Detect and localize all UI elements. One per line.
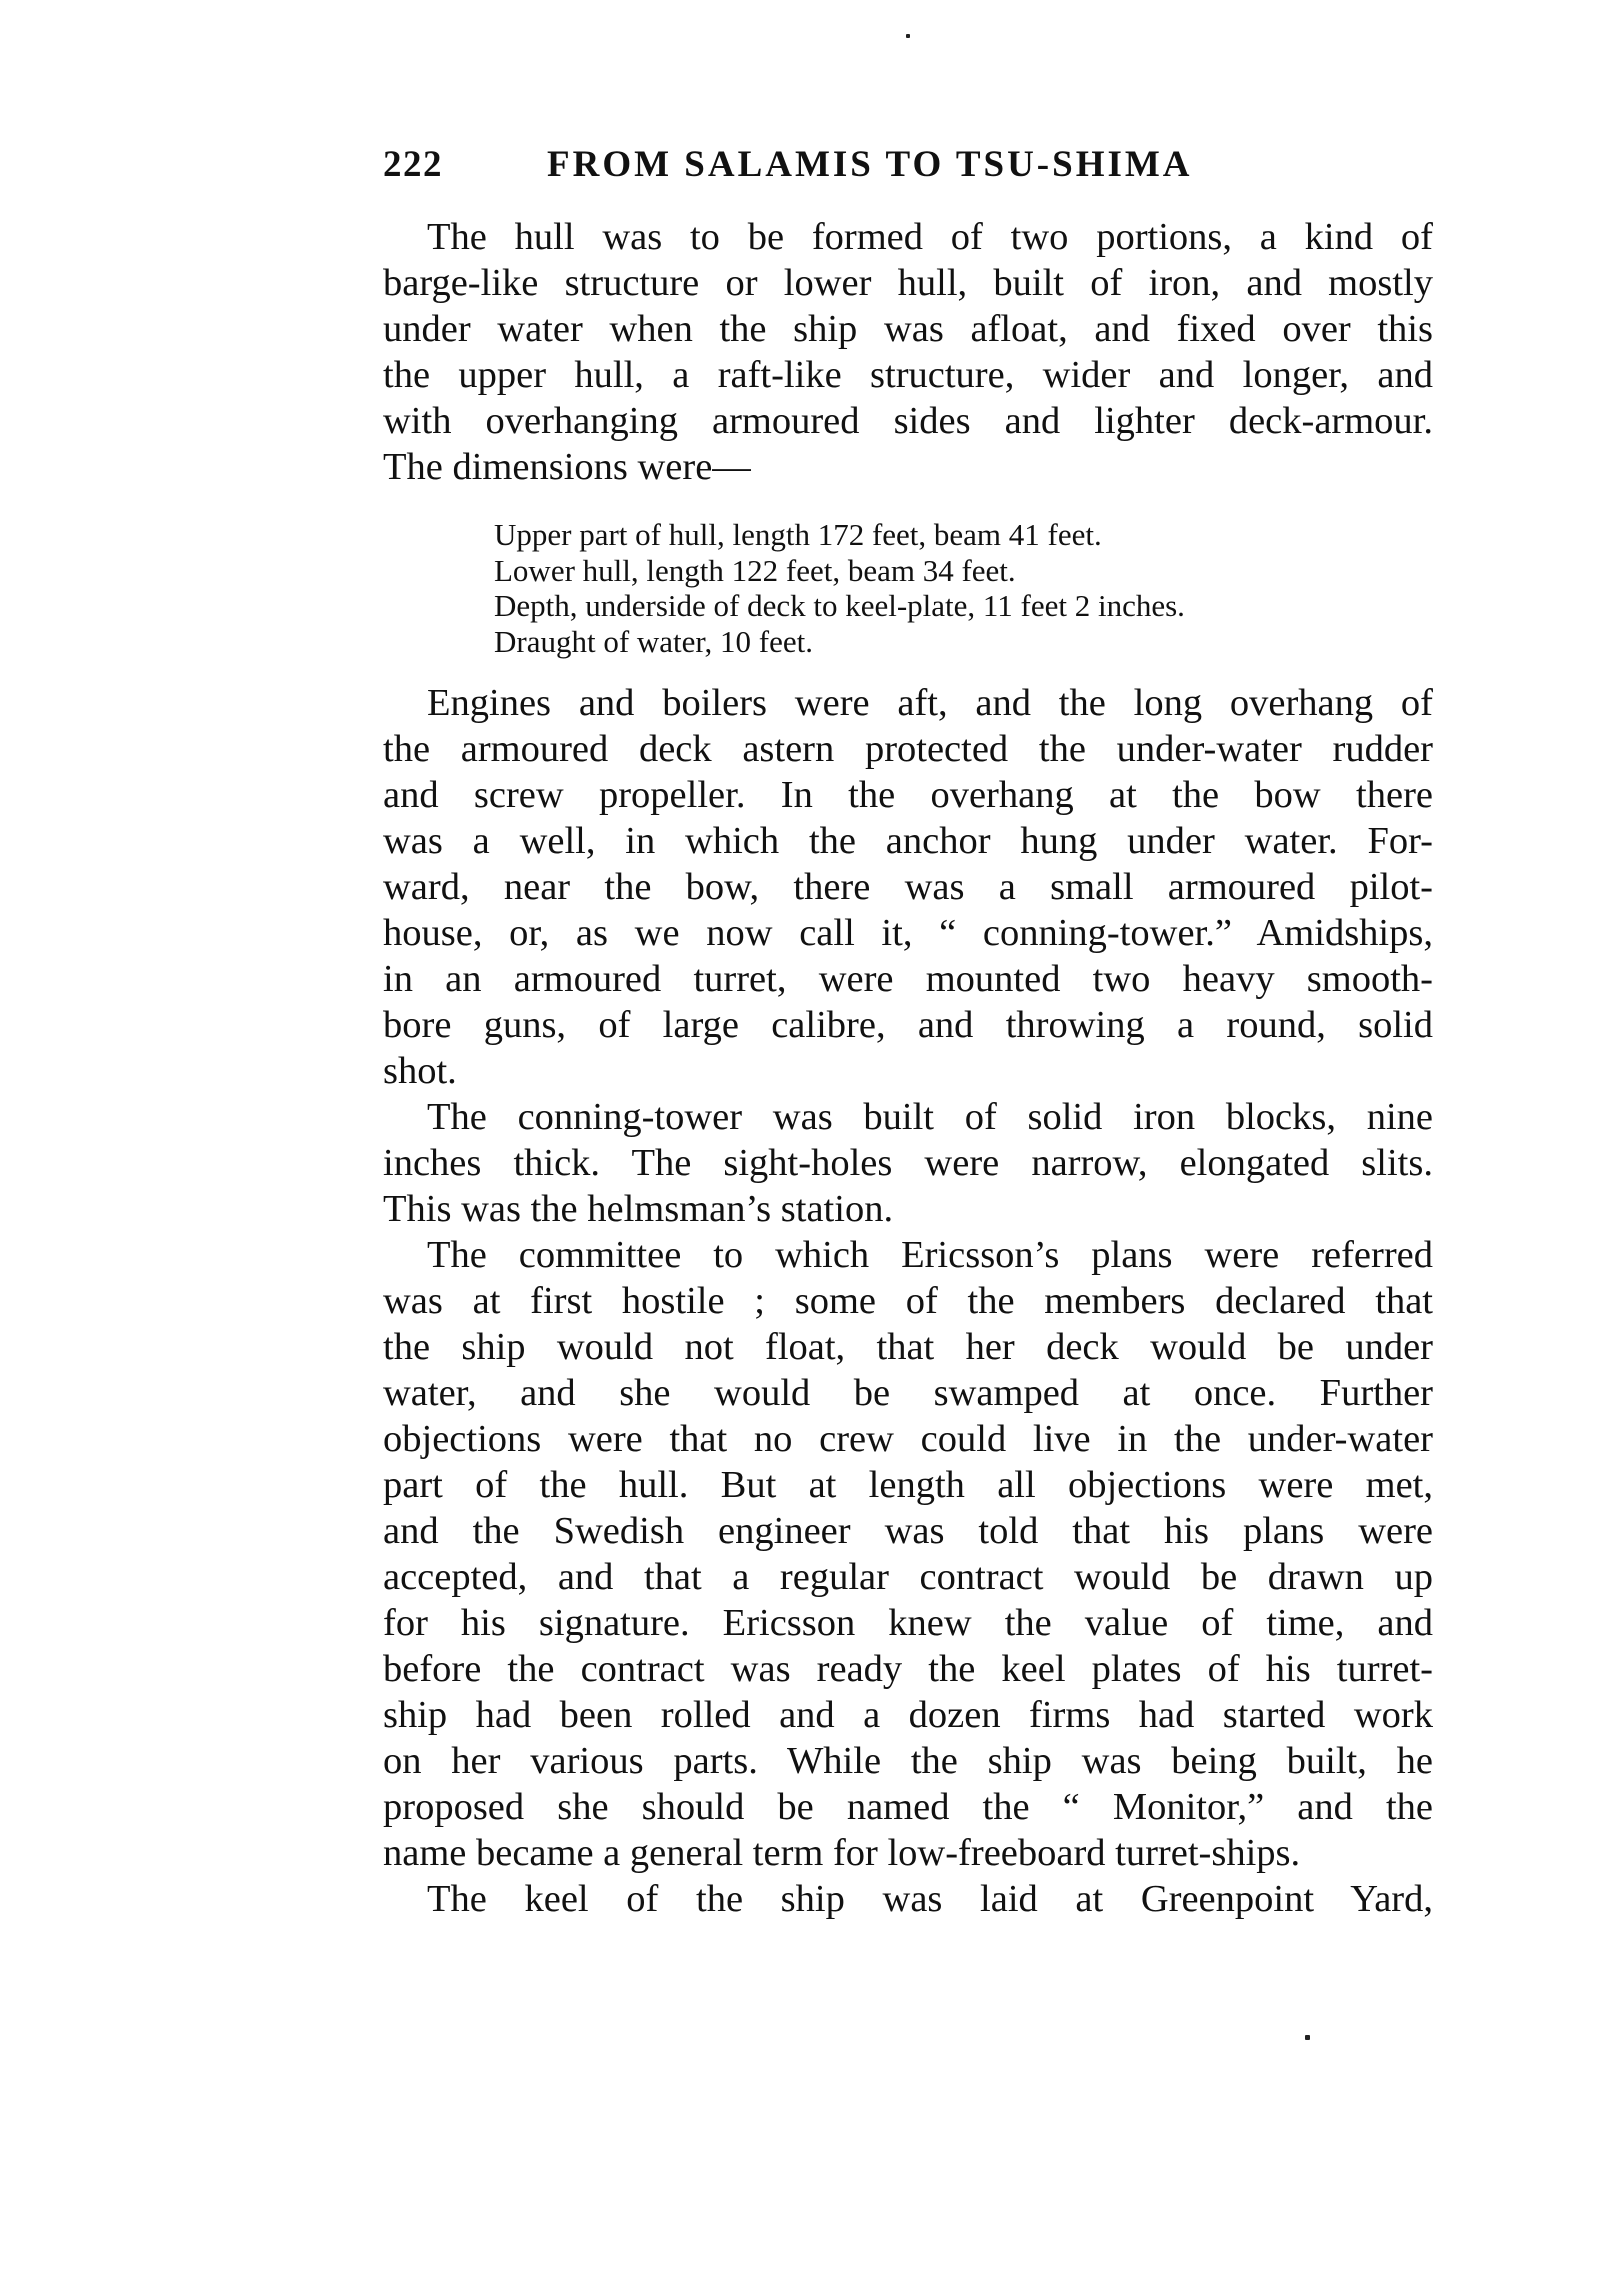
text-line: water, and she would be swamped at once. Further bbox=[383, 1372, 1433, 1414]
paragraph-committee bbox=[383, 1232, 1433, 1876]
paragraph-keel bbox=[383, 1876, 1433, 1922]
text-line: before the contract was ready the keel plates of his turret- bbox=[383, 1648, 1433, 1690]
body-text bbox=[383, 680, 1433, 1922]
text-line: bore guns, of large calibre, and throwing a round, solid bbox=[383, 1004, 1433, 1046]
text-line: The conning-tower was built of solid iron blocks, nine bbox=[427, 1096, 1433, 1138]
page-number: 222 bbox=[383, 144, 443, 185]
text-line: under water when the ship was afloat, and fixed over this bbox=[383, 308, 1433, 350]
text-line: house, or, as we now call it, “ conning-tower.” Amidships, bbox=[383, 912, 1433, 954]
text-line: accepted, and that a regular contract would be drawn up bbox=[383, 1556, 1433, 1598]
paragraph-engines bbox=[383, 680, 1433, 1094]
text-line: with overhanging armoured sides and lighter deck-armour. bbox=[383, 400, 1433, 442]
text-line: in an armoured turret, were mounted two heavy smooth- bbox=[383, 958, 1433, 1000]
text-line: was a well, in which the anchor hung under water. For- bbox=[383, 820, 1433, 862]
text-line: and screw propeller. In the overhang at the bow there bbox=[383, 774, 1433, 816]
running-head-title: FROM SALAMIS TO TSU-SHIMA bbox=[547, 144, 1193, 185]
text-line: inches thick. The sight-holes were narrow, elongated slits. bbox=[383, 1142, 1433, 1184]
text-line: the armoured deck astern protected the under-water rudder bbox=[383, 728, 1433, 770]
text-line: The keel of the ship was laid at Greenpoint Yard, bbox=[427, 1878, 1433, 1920]
text-line: The committee to which Ericsson’s plans were referred bbox=[427, 1234, 1433, 1276]
text-line: was at first hostile ; some of the members declared that bbox=[383, 1280, 1433, 1322]
text-line: shot. bbox=[383, 1050, 457, 1092]
text-line: name became a general term for low-freeboard turret-ships. bbox=[383, 1832, 1301, 1874]
text-line: ship had been rolled and a dozen firms had started work bbox=[383, 1694, 1433, 1736]
running-header bbox=[383, 143, 1433, 183]
text-line: and the Swedish engineer was told that his plans were bbox=[383, 1510, 1433, 1552]
paragraph-conning-tower bbox=[383, 1094, 1433, 1232]
text-line: ward, near the bow, there was a small armoured pilot- bbox=[383, 866, 1433, 908]
text-line: The hull was to be formed of two portions, a kind of bbox=[427, 216, 1433, 258]
text-line: part of the hull. But at length all objections were met, bbox=[383, 1464, 1433, 1506]
text-line: This was the helmsman’s station. bbox=[383, 1188, 894, 1230]
text-line: for his signature. Ericsson knew the value of time, and bbox=[383, 1602, 1433, 1644]
scan-speck bbox=[906, 34, 910, 38]
text-line: the upper hull, a raft-like structure, wider and longer, and bbox=[383, 354, 1433, 396]
text-line: proposed she should be named the “ Monitor,” and the bbox=[383, 1786, 1433, 1828]
text-line: the ship would not float, that her deck would be under bbox=[383, 1326, 1433, 1368]
dimension-item: Draught of water, 10 feet. bbox=[494, 623, 813, 659]
dimension-item: Lower hull, length 122 feet, beam 34 feet. bbox=[494, 552, 1016, 588]
paragraph-hull-description bbox=[383, 214, 1433, 490]
text-line: objections were that no crew could live in the under-water bbox=[383, 1418, 1433, 1460]
scan-speck bbox=[1305, 2035, 1310, 2040]
dimensions-list bbox=[494, 517, 1394, 659]
text-line: The dimensions were— bbox=[383, 446, 751, 488]
dimension-item: Upper part of hull, length 172 feet, beam 41 feet. bbox=[494, 517, 1102, 552]
text-line: on her various parts. While the ship was being built, he bbox=[383, 1740, 1433, 1782]
dimension-item: Depth, underside of deck to keel-plate, 11 feet 2 inches. bbox=[494, 588, 1185, 623]
text-line: Engines and boilers were aft, and the long overhang of bbox=[427, 682, 1433, 724]
text-line: barge-like structure or lower hull, built of iron, and mostly bbox=[383, 262, 1433, 304]
